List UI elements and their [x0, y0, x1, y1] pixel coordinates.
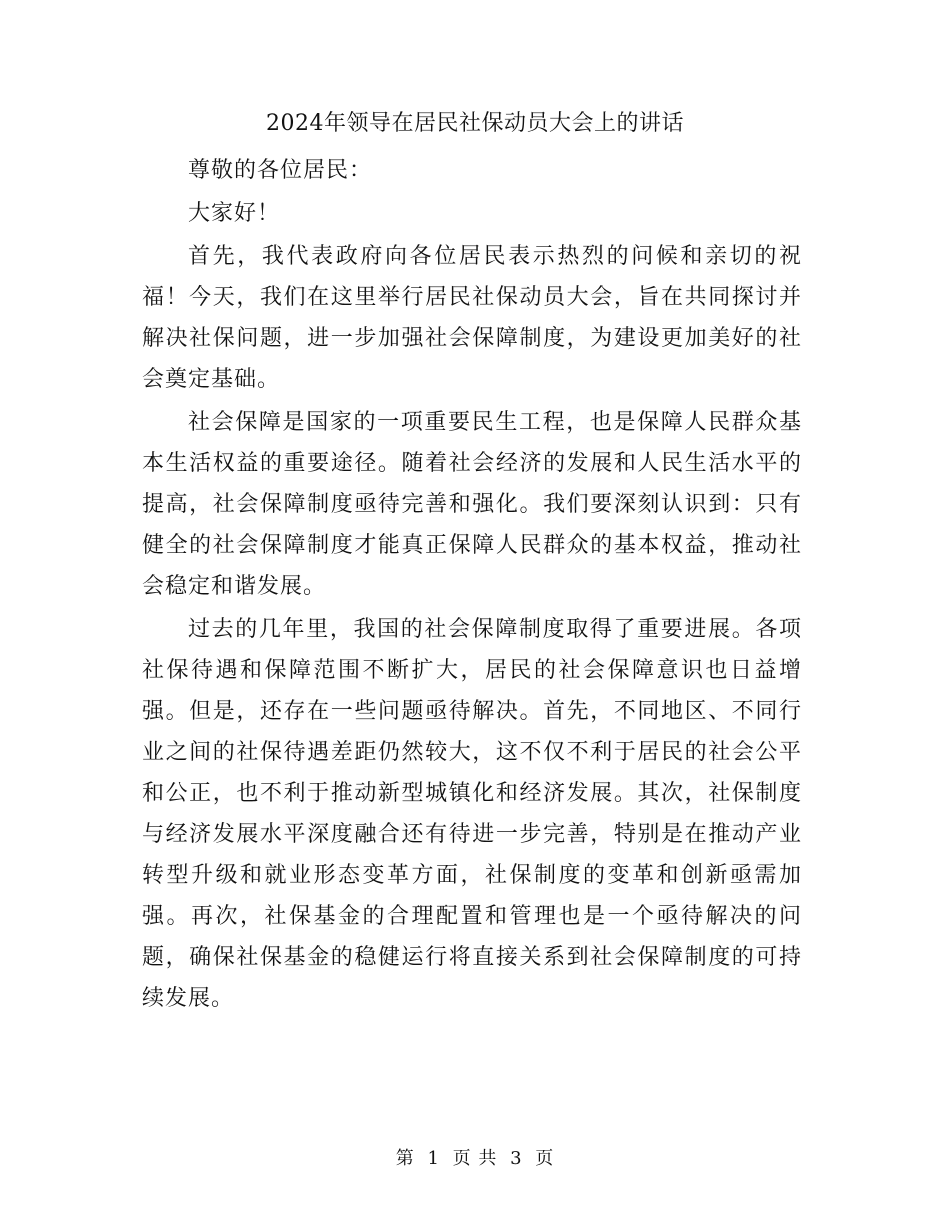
page-number: 1	[427, 1148, 440, 1169]
paragraph: 过去的几年里，我国的社会保障制度取得了重要进展。各项社保待遇和保障范围不断扩大，居民的社会保障意识也日益增强。但是，还存在一些问题亟待解决。首先，不同地区、不同行业之间的社保待遇差距仍然较大，这不仅不利于居民的社会公平和公正，也不利于推动新型城镇化和经济发展。其次，社保制度与经济发展水平深度融合还有待进一步完善，特别是在推动产业转型升级和就业形态变革方面，社保制度的变革和创新亟需加强。再次，社保基金的合理配置和管理也是一个亟待解决的问题，确保社保基金的稳健运行将直接关系到社会保障制度的可持续发展。	[142, 617, 802, 1011]
paragraph: 社会保障是国家的一项重要民生工程，也是保障人民群众基本生活权益的重要途径。随着社会经济的发展和人民生活水平的提高，社会保障制度亟待完善和强化。我们要深刻认识到：只有健全的社会保障制度才能真正保障人民群众的基本权益，推动社会稳定和谐发展。	[142, 410, 802, 599]
page-total: 3	[510, 1148, 523, 1169]
page-footer	[0, 1146, 950, 1172]
paragraph: 首先，我代表政府向各位居民表示热烈的问候和亲切的祝福！今天，我们在这里举行居民社保动员大会，旨在共同探讨并解决社保问题，进一步加强社会保障制度，为建设更加美好的社会奠定基础。	[142, 244, 802, 392]
salutation: 尊敬的各位居民：	[188, 158, 373, 183]
footer-prefix: 第	[395, 1148, 415, 1169]
footer-suffix: 页	[535, 1148, 555, 1169]
greeting: 大家好！	[188, 201, 281, 226]
document-title: 2024年领导在居民社保动员大会上的讲话	[266, 111, 684, 136]
footer-middle: 页 共	[452, 1148, 498, 1169]
document-body	[142, 150, 802, 1021]
